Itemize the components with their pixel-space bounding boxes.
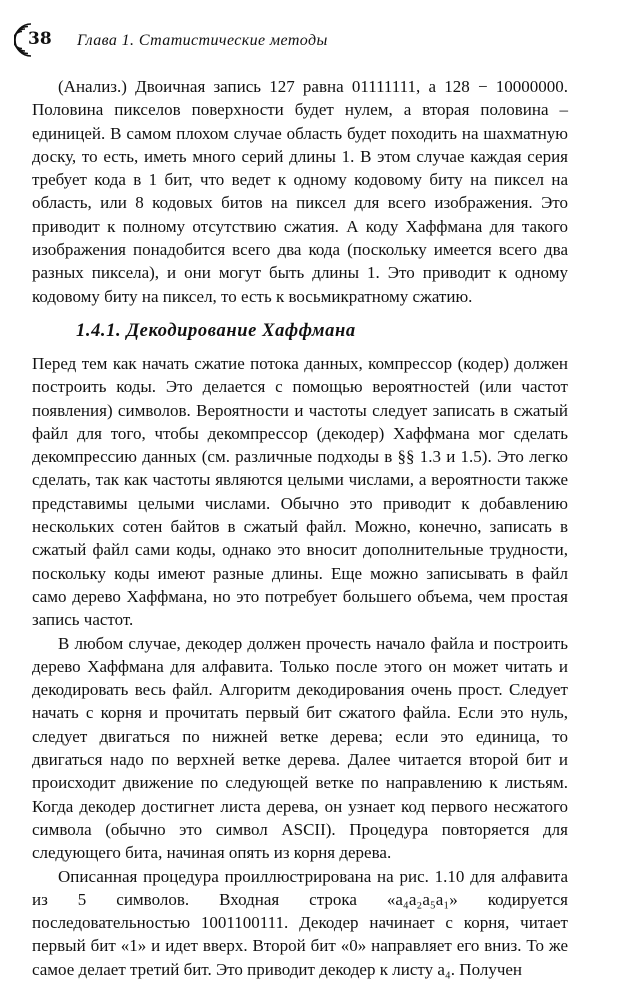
page-number: 38 xyxy=(28,29,52,49)
paragraph-example: Описанная процедура проиллюстрирована на рис. 1.10 для алфавита из 5 символов. Входная строка «a₄a₂a₅a₁» кодируется последовательностью 1001100111. Декодер начинает с корня, читает первый бит «1» и идет вверх. Второй бит «0» направляет его вниз. То же самое делает третий бит. Это приводит декодер к листу a₄. Получен xyxy=(32,866,568,979)
page-number-badge xyxy=(14,22,64,58)
section-heading: 1.4.1. Декодирование Хаффмана xyxy=(76,320,356,341)
page-header xyxy=(14,22,614,58)
running-head: Глава 1. Статистические методы xyxy=(77,32,328,49)
paragraph-decoder: В любом случае, декодер должен прочесть начало файла и построить дерево Хаффмана для алфавита. Только после этого он может читать и декодировать весь файл. Алгоритм декодирования очень прост. Следует начать с корня и прочитать первый бит сжатого файла. Если это нуль, следует двигаться по нижней ветке дерева; если это единица, то двигаться надо по верхней ветке дерева. Далее читается второй бит и происходит движение по следующей ветке по направлению к листьям. Когда декодер достигнет листа дерева, он узнает код первого несжатого символа (обычно это символ ASCII). Процедура повторяется для следующего бита, начиная опять из корня дерева. xyxy=(32,633,568,863)
paragraph-analysis: (Анализ.) Двоичная запись 127 равна 01111111, а 128 − 10000000. Половина пикселов поверхности будет нулем, а вторая половина – единицей. В самом плохом случае область будет походить на шахматную доску, то есть, иметь много серий длины 1. В этом случае каждая серия требует кода в 1 бит, что ведет к одному кодовому биту на пиксел на область, или 8 кодовых битов на пиксел для всего изображения. Это приводит к полному отсутствию сжатия. А коду Хаффмана для такого изображения понадобится всего два кода (поскольку имеется всего два разных пиксела), и они могут быть длины 1. Это приводит к одному кодовому биту на пиксел, то есть к восьмикратному сжатию. xyxy=(32,77,568,306)
paragraph-intro: Перед тем как начать сжатие потока данных, компрессор (кодер) должен построить коды. Это делается с помощью вероятностей (или частот появления) символов. Вероятности и частоты следует записать в сжатый файл для того, чтобы декомпрессор (декодер) Хаффмана мог сделать декомпрессию данных (см. различные подходы в §§ 1.3 и 1.5). Это легко сделать, так как частоты являются целыми числами, а вероятности также представимы целыми числами. Обычно это приводит к добавлению нескольких сотен байтов в сжатый файл. Можно, конечно, записать в сжатый файл сами коды, однако это вносит дополнительные трудности, поскольку коды имеют разные длины. Еще можно записывать в файл само дерево Хаффмана, но это потребует большего объема, чем простая запись частот. xyxy=(32,353,568,630)
page-body xyxy=(32,75,568,981)
